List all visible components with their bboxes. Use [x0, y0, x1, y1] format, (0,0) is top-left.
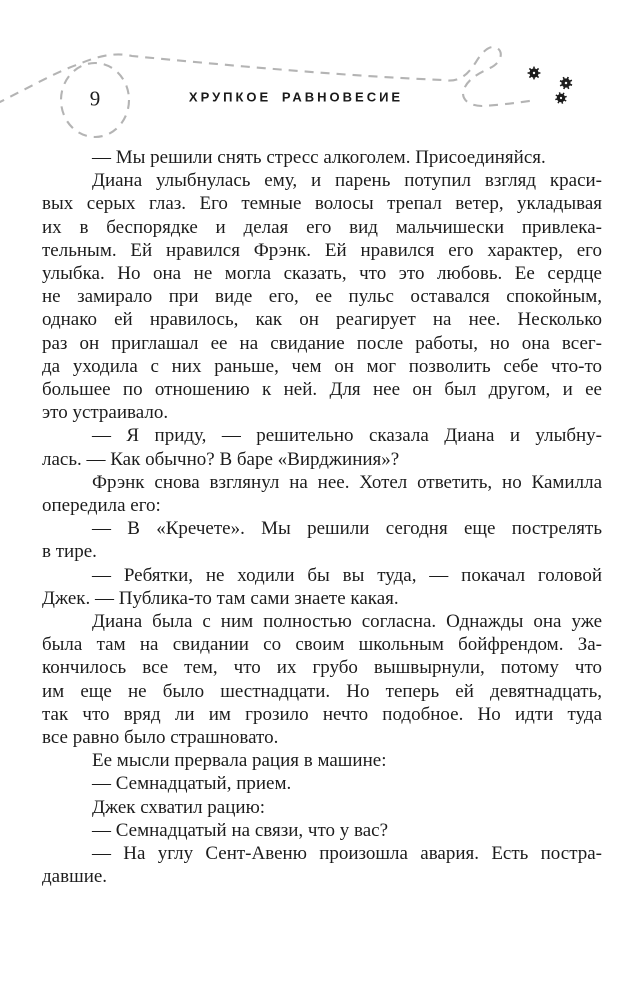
text-line: не замирало при виде его, ее пульс оставался спокойным, — [42, 286, 602, 308]
paragraph — [42, 424, 602, 470]
text-line: Джек. — Публика-то там сами знаете какая. — [42, 587, 399, 609]
paragraph — [42, 517, 602, 563]
text-line: Ее мысли прервала рация в машине: — [92, 750, 387, 772]
bee-icon — [558, 75, 574, 91]
text-line: это устраивало. — [42, 402, 169, 424]
text-line: лась. — Как обычно? В баре «Вирджиния»? — [42, 448, 400, 470]
text-line: — Мы решили снять стресс алкоголем. Присоединяйся. — [92, 147, 546, 168]
text-line: Фрэнк снова взглянул на нее. Хотел ответить, но Камилла — [92, 471, 602, 493]
paragraph — [42, 749, 602, 772]
paragraph — [42, 610, 602, 749]
text-line: им еще не было шестнадцати. Но теперь ей девятнадцать, — [42, 680, 602, 702]
text-line: их в беспорядке и делая его вид мальчишески привлека- — [42, 216, 602, 238]
text-line: — Ребятки, не ходили бы вы туда, — покачал головой — [92, 564, 602, 586]
paragraph — [42, 146, 602, 169]
text-line: в тире. — [42, 541, 97, 563]
paragraph — [42, 169, 602, 424]
flight-path-decoration — [0, 0, 644, 150]
running-head: ХРУПКОЕ РАВНОВЕСИЕ — [188, 89, 404, 105]
paragraph — [42, 772, 602, 795]
text-line: — Я приду, — решительно сказала Диана и улыбну- — [92, 425, 602, 447]
text-line: Диана улыбнулась ему, и парень потупил взгляд краси- — [92, 170, 602, 192]
text-line: Джек схватил рацию: — [92, 796, 266, 818]
paragraph — [42, 842, 602, 888]
bee-icon — [528, 67, 541, 80]
text-line: улыбка. Но она не могла сказать, что это любовь. Ее сердце — [42, 263, 602, 285]
text-line: так что вряд ли им грозило нечто подобное. Но идти туда — [42, 703, 602, 725]
text-line: вых серых глаз. Его темные волосы трепал ветер, укладывая — [42, 193, 602, 215]
paragraph — [42, 471, 602, 517]
text-line: тельным. Ей нравился Фрэнк. Ей нравился его характер, его — [42, 239, 602, 261]
text-line: — В «Кречете». Мы решили сегодня еще пострелять — [92, 518, 602, 540]
text-line: — Семнадцатый на связи, что у вас? — [92, 819, 389, 841]
text-line: — Семнадцатый, прием. — [92, 773, 292, 795]
text-line: — На углу Сент-Авеню произошла авария. Есть постра- — [92, 843, 602, 865]
bee-icon — [554, 91, 568, 105]
text-line: все равно было страшновато. — [42, 727, 279, 749]
text-line: кончилось все тем, что их грубо вышвырнули, потому что — [42, 657, 602, 679]
bee-icons — [528, 67, 575, 106]
body-text — [42, 146, 602, 889]
text-line: давшие. — [42, 866, 108, 888]
text-line: была там на свидании со своим школьным бойфрендом. За- — [42, 634, 602, 656]
page-number: 9 — [89, 86, 101, 111]
text-line: большее по отношению к ней. Для нее он был другом, и ее — [42, 379, 602, 401]
paragraph — [42, 564, 602, 610]
paragraph — [42, 796, 602, 819]
text-line: опередила его: — [42, 495, 161, 517]
text-line: однако ей нравилось, как он реагирует на нее. Несколько — [42, 309, 602, 331]
text-line: да уходила с них раньше, чем он мог позволить себе что-то — [42, 355, 602, 377]
text-line: раз он приглашал ее на свидание после работы, но она всег- — [42, 332, 602, 354]
paragraph — [42, 819, 602, 842]
text-line: Диана была с ним полностью согласна. Однажды она уже — [92, 611, 602, 633]
